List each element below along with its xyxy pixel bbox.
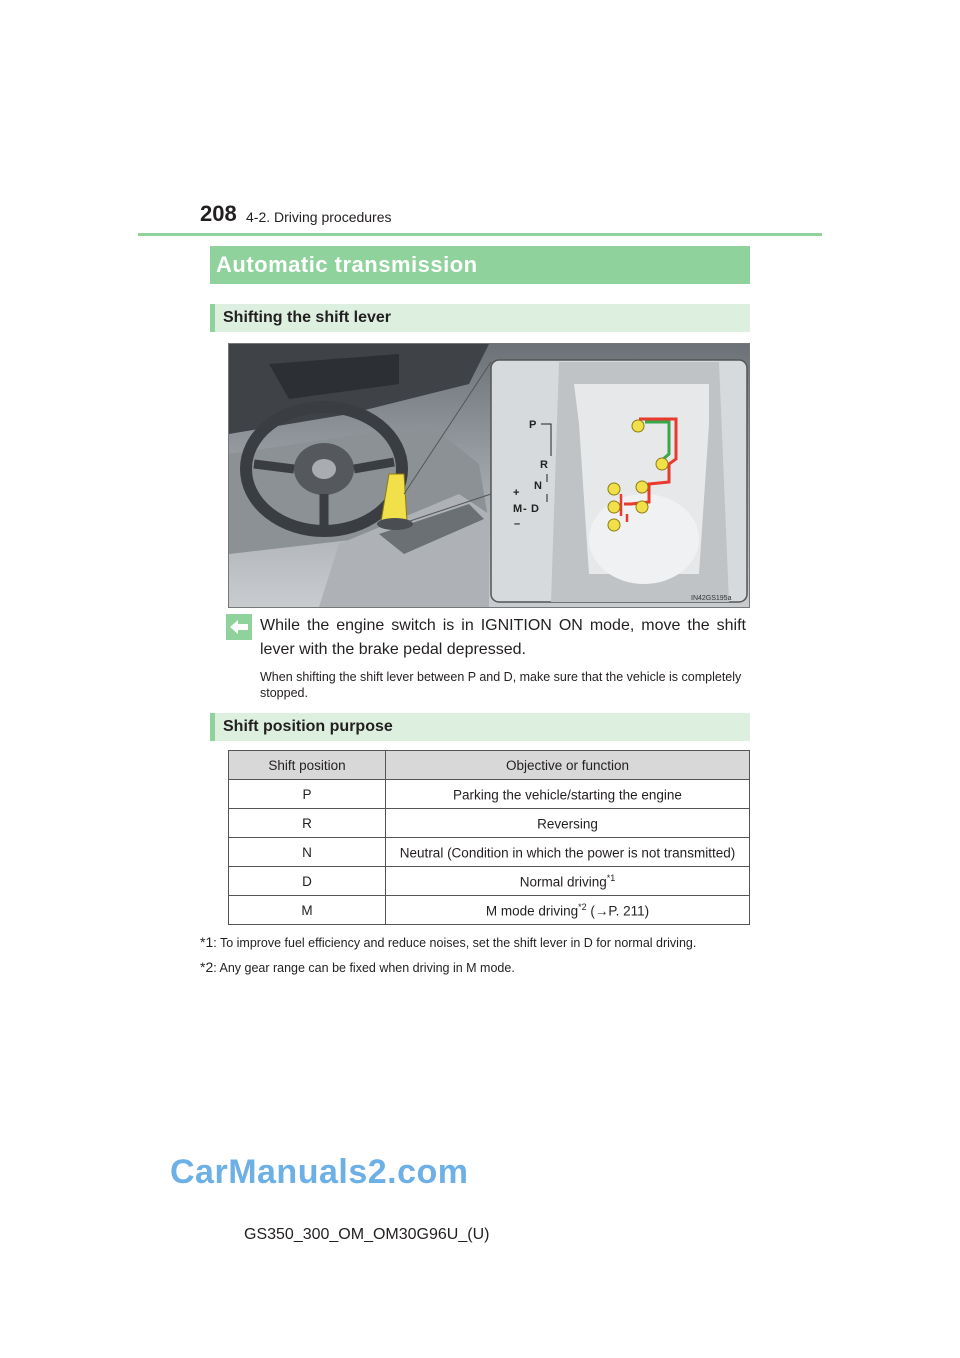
cell-function: Parking the vehicle/starting the engine (386, 780, 750, 809)
arrow-left-icon (226, 614, 252, 640)
footnote-text: : Any gear range can be fixed when driving in M mode. (213, 961, 515, 975)
note-text: When shifting the shift lever between P and D, make sure that the vehicle is completely stopped. (260, 670, 742, 700)
document-code: GS350_300_OM_OM30G96U_(U) (244, 1226, 490, 1243)
gate-label-d: D (531, 503, 539, 515)
cell-function: Neutral (Condition in which the power is not transmitted) (386, 838, 750, 867)
footnote-1 (200, 934, 760, 951)
cell-position: D (229, 867, 386, 896)
main-heading: Automatic transmission (210, 246, 750, 284)
header-shift-position: Shift position (229, 751, 386, 780)
table-row (229, 780, 750, 809)
cell-position: N (229, 838, 386, 867)
shift-lever-illustration (228, 343, 750, 608)
gate-label-n: N (534, 480, 542, 492)
knob-position-p (632, 420, 644, 432)
section-title: 4-2. Driving procedures (246, 209, 392, 225)
gate-label-plus: + (513, 487, 520, 499)
gate-label-minus: – (514, 518, 521, 530)
knob-position-m (608, 501, 620, 513)
footnote-2 (200, 959, 760, 976)
knob-position-minus (608, 519, 620, 531)
cell-function: M mode driving$^{*2}$ (→P. 211) (386, 896, 750, 925)
figure-code: IN42GS195a (691, 595, 732, 602)
shift-position-table (228, 750, 750, 925)
cell-position: P (229, 780, 386, 809)
table-row (229, 838, 750, 867)
cell-position: R (229, 809, 386, 838)
gate-label-dash: - (523, 503, 527, 515)
table-row (229, 809, 750, 838)
footnote-text: : To improve fuel efficiency and reduce noises, set the shift lever in D for normal driving. (213, 936, 697, 950)
subheading-purpose: Shift position purpose (210, 713, 750, 741)
cell-function: Reversing (386, 809, 750, 838)
gate-label-m: M (513, 503, 523, 515)
knob-position-n (636, 481, 648, 493)
header-objective: Objective or function (386, 751, 750, 780)
footnote-mark: *2 (200, 959, 214, 975)
table-row (229, 867, 750, 896)
gate-label-p: P (529, 419, 537, 431)
watermark: CarManuals2.com (170, 1153, 469, 1191)
knob-position-r (656, 458, 668, 470)
footnote-mark: *1 (200, 934, 214, 950)
page-number: 208 (200, 201, 237, 226)
cell-function: Normal driving$^{*1}$ (386, 867, 750, 896)
gate-label-r: R (540, 459, 548, 471)
knob-position-d (636, 501, 648, 513)
table-header-row (229, 751, 750, 780)
table-row (229, 896, 750, 925)
header-rule (138, 233, 822, 236)
subheading-shifting: Shifting the shift lever (210, 304, 750, 332)
knob-position-plus (608, 483, 620, 495)
instruction-text: While the engine switch is in IGNITION ON mode, move the shift lever with the brake pedal depressed. (260, 617, 746, 658)
cell-position: M (229, 896, 386, 925)
